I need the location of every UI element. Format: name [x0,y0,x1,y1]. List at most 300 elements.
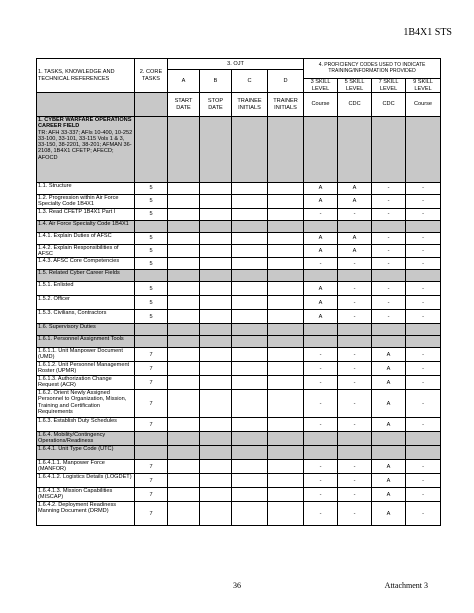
header-tasks: 1. TASKS, KNOWLEDGE AND TECHNICAL REFERENCES [37,59,135,93]
proficiency-cell: - [372,296,406,310]
task-label: 1.4.3. AFSC Core Competencies [38,258,120,265]
ojt-cell [232,376,268,390]
task-label: 1.6.4.1.3. Mission Capabilities (MISCAP) [38,488,113,501]
ojt-cell [200,296,232,310]
task-label: 1. CYBER WARFARE OPERATIONS CAREER FIELD [38,117,132,130]
task-cell [37,258,135,270]
task-cell [37,418,135,432]
core-task-cell [135,117,168,183]
proficiency-cell: - [406,474,441,488]
proficiency-cell [304,220,338,232]
proficiency-cell: - [406,183,441,195]
proficiency-cell [406,446,441,460]
proficiency-cell: - [338,474,372,488]
task-label: 1.6. Supervisory Duties [38,324,96,331]
proficiency-cell: - [406,310,441,324]
core-task-cell: 5 [135,310,168,324]
ojt-cell [268,195,304,209]
document-id: 1B4X1 STS [403,27,452,38]
ojt-cell [168,432,200,446]
ojt-cell [268,310,304,324]
ojt-cell [268,258,304,270]
ojt-cell [200,376,232,390]
ojt-cell [232,474,268,488]
proficiency-cell [338,336,372,348]
sts-table-wrapper [36,58,440,526]
ojt-cell [200,460,232,474]
core-task-cell: 5 [135,195,168,209]
core-task-cell: 5 [135,244,168,258]
ojt-cell [168,244,200,258]
ojt-cell [168,446,200,460]
proficiency-cell [338,324,372,336]
table-row [37,117,441,183]
proficiency-cell: - [338,296,372,310]
table-row [37,208,441,220]
task-cell [37,376,135,390]
proficiency-cell: - [338,502,372,526]
proficiency-cell: A [338,183,372,195]
core-task-cell: 7 [135,362,168,376]
ojt-cell [168,258,200,270]
core-task-cell: 7 [135,474,168,488]
ojt-cell [268,296,304,310]
ojt-cell [232,336,268,348]
proficiency-cell: - [406,488,441,502]
task-label: 1.6.1. Personnel Assignment Tools [38,336,124,343]
core-task-cell: 5 [135,232,168,244]
proficiency-cell: - [406,376,441,390]
sts-table [36,58,441,526]
ojt-trainer-initials: TRAINER INITIALS [268,93,304,117]
ojt-cell [200,310,232,324]
proficiency-cell: - [338,418,372,432]
ojt-cell [168,208,200,220]
proficiency-cell [338,220,372,232]
core-task-cell [135,446,168,460]
proficiency-cell: - [304,208,338,220]
ojt-cell [268,474,304,488]
ojt-cell [168,376,200,390]
header-blank [135,93,168,117]
ojt-letter-a: A [168,70,200,93]
proficiency-cell: - [406,502,441,526]
level-9-skill: 9 SKILL LEVEL [406,79,441,93]
level-5-skill: 5 SKILL LEVEL [338,79,372,93]
core-task-cell [135,220,168,232]
task-cell [37,310,135,324]
ojt-cell [168,232,200,244]
ojt-cell [268,390,304,418]
ojt-cell [200,282,232,296]
proficiency-cell: A [338,232,372,244]
task-cell [37,432,135,446]
ojt-cell [268,460,304,474]
proficiency-cell: - [338,488,372,502]
proficiency-cell: - [338,258,372,270]
proficiency-cell: - [304,502,338,526]
ojt-cell [232,220,268,232]
ojt-cell [200,258,232,270]
proficiency-cell: - [304,488,338,502]
ojt-cell [200,418,232,432]
ojt-cell [168,474,200,488]
proficiency-cell: - [304,390,338,418]
ojt-cell [268,324,304,336]
task-label: 1.6.4. Mobility/Contingency Operations/Readiness [38,432,106,445]
proficiency-cell [338,270,372,282]
proficiency-cell [406,336,441,348]
ojt-cell [200,446,232,460]
proficiency-cell: - [304,418,338,432]
task-reference: TR: AFH 33-337; AFIs 10-400, 10-252 33-100, 33-101, 33-115 Vols 1 & 3, 33-150, 38-2201, 38-201; AFMAN 36-2108, 1B4X1 CFETP; AFECD; AFOCD [38,129,133,161]
ojt-cell [232,488,268,502]
proficiency-cell: - [372,183,406,195]
proficiency-cell [304,270,338,282]
table-row [37,502,441,526]
ojt-cell [200,220,232,232]
table-row [37,270,441,282]
ojt-cell [168,390,200,418]
ojt-cell [168,195,200,209]
task-label: 1.6.4.1. Unit Type Code (UTC) [38,446,114,453]
task-label: 1.6.4.1.1. Manpower Force (MANFOR) [38,460,105,473]
task-rows [37,117,441,526]
core-task-cell: 7 [135,348,168,362]
ojt-cell [168,270,200,282]
proficiency-cell: - [372,282,406,296]
ojt-cell [200,183,232,195]
proficiency-cell: - [372,208,406,220]
proficiency-cell: - [338,390,372,418]
task-label: 1.3. Read CFETP 1B4X1 Part I [38,208,116,215]
task-cell [37,336,135,348]
ojt-trainee-initials: TRAINEE INITIALS [232,93,268,117]
table-row [37,390,441,418]
core-task-cell: 7 [135,502,168,526]
task-label: 1.2. Progression within Air Force Specialty Code 1B4X1 [38,195,119,208]
table-row [37,282,441,296]
ojt-cell [200,208,232,220]
ojt-cell [200,195,232,209]
task-cell [37,282,135,296]
task-cell [37,195,135,209]
ojt-cell [168,183,200,195]
table-row [37,488,441,502]
task-label: 1.4.1. Explain Duties of AFSC [38,232,112,239]
task-cell [37,460,135,474]
task-cell [37,270,135,282]
proficiency-cell: - [406,418,441,432]
proficiency-cell [304,446,338,460]
ojt-cell [232,282,268,296]
core-task-cell: 7 [135,418,168,432]
task-cell [37,244,135,258]
ojt-cell [168,460,200,474]
proficiency-cell [372,220,406,232]
table-row [37,183,441,195]
ojt-cell [268,270,304,282]
proficiency-cell: - [304,362,338,376]
ojt-cell [232,502,268,526]
level-type-5: CDC [338,93,372,117]
proficiency-cell [304,336,338,348]
ojt-letter-b: B [200,70,232,93]
proficiency-cell: - [372,195,406,209]
ojt-cell [268,232,304,244]
task-cell [37,232,135,244]
task-cell [37,324,135,336]
core-task-cell: 5 [135,282,168,296]
ojt-cell [168,296,200,310]
ojt-cell [268,376,304,390]
proficiency-cell: - [304,460,338,474]
ojt-cell [168,220,200,232]
task-cell [37,208,135,220]
table-row [37,336,441,348]
table-row [37,376,441,390]
proficiency-cell: - [372,310,406,324]
proficiency-cell: A [304,296,338,310]
task-cell [37,390,135,418]
proficiency-cell: - [304,376,338,390]
proficiency-cell: - [406,258,441,270]
ojt-stop-date: STOP DATE [200,93,232,117]
header-blank [37,93,135,117]
ojt-cell [268,418,304,432]
proficiency-cell [372,432,406,446]
table-row [37,310,441,324]
task-cell [37,502,135,526]
proficiency-cell: - [406,362,441,376]
table-row [37,348,441,362]
proficiency-cell: - [372,244,406,258]
ojt-cell [232,232,268,244]
proficiency-cell: A [304,310,338,324]
proficiency-cell: - [406,296,441,310]
ojt-cell [232,310,268,324]
ojt-cell [200,336,232,348]
proficiency-cell [406,432,441,446]
task-cell [37,488,135,502]
ojt-cell [268,208,304,220]
ojt-cell [268,362,304,376]
proficiency-cell: - [304,348,338,362]
proficiency-cell: A [372,348,406,362]
ojt-cell [200,362,232,376]
proficiency-cell [372,117,406,183]
proficiency-cell: A [304,244,338,258]
proficiency-cell: - [338,348,372,362]
ojt-letter-c: C [232,70,268,93]
ojt-cell [232,270,268,282]
level-7-skill: 7 SKILL LEVEL [372,79,406,93]
level-type-3: Course [304,93,338,117]
ojt-cell [168,502,200,526]
ojt-cell [200,117,232,183]
proficiency-cell: A [372,376,406,390]
task-label: 1.6.4.1.2. Logistics Details (LOGDET) [38,474,132,481]
proficiency-cell: - [372,258,406,270]
proficiency-cell: - [304,474,338,488]
proficiency-cell [338,117,372,183]
ojt-cell [232,348,268,362]
ojt-cell [268,432,304,446]
ojt-cell [232,324,268,336]
ojt-cell [200,390,232,418]
proficiency-cell [372,336,406,348]
ojt-cell [168,324,200,336]
header-ojt: 3. OJT [168,59,304,70]
proficiency-cell: - [338,282,372,296]
ojt-cell [232,208,268,220]
core-task-cell: 5 [135,208,168,220]
proficiency-cell: A [304,183,338,195]
ojt-cell [268,183,304,195]
core-task-cell: 5 [135,258,168,270]
proficiency-cell: - [406,460,441,474]
proficiency-cell [372,446,406,460]
task-cell [37,446,135,460]
ojt-cell [168,362,200,376]
task-label: 1.4. Air Force Specialty Code 1B4X1 [38,220,129,227]
ojt-cell [268,117,304,183]
proficiency-cell: - [406,232,441,244]
proficiency-cell [338,446,372,460]
ojt-cell [200,488,232,502]
proficiency-cell: A [338,195,372,209]
page-number: 36 [233,581,241,590]
core-task-cell [135,324,168,336]
ojt-cell [232,183,268,195]
ojt-letter-d: D [268,70,304,93]
core-task-cell [135,432,168,446]
task-cell [37,348,135,362]
table-row [37,258,441,270]
table-row [37,195,441,209]
header-core-tasks: 2. CORE TASKS [135,59,168,93]
proficiency-cell [304,117,338,183]
ojt-cell [232,195,268,209]
proficiency-cell: A [372,418,406,432]
proficiency-cell [406,270,441,282]
proficiency-cell: - [406,348,441,362]
ojt-cell [232,244,268,258]
ojt-cell [200,432,232,446]
task-label: 1.5.1. Enlisted [38,282,74,289]
ojt-cell [200,502,232,526]
table-row [37,460,441,474]
ojt-cell [268,348,304,362]
proficiency-cell [304,432,338,446]
table-row [37,432,441,446]
proficiency-cell [372,270,406,282]
proficiency-cell: - [338,310,372,324]
task-label: 1.6.1.3. Authorization Change Request (ACR) [38,376,112,389]
core-task-cell [135,336,168,348]
ojt-cell [232,460,268,474]
core-task-cell: 7 [135,488,168,502]
table-row [37,474,441,488]
core-task-cell: 7 [135,376,168,390]
level-type-9: Course [406,93,441,117]
ojt-cell [200,270,232,282]
ojt-cell [268,244,304,258]
ojt-cell [168,310,200,324]
task-cell [37,296,135,310]
proficiency-cell [406,324,441,336]
task-label: 1.6.1.2. Unit Personnel Management Roster (UPMR) [38,362,130,375]
ojt-cell [268,282,304,296]
proficiency-cell: A [304,232,338,244]
table-row [37,232,441,244]
ojt-cell [168,348,200,362]
core-task-cell: 5 [135,183,168,195]
table-row [37,296,441,310]
ojt-cell [200,324,232,336]
ojt-cell [232,446,268,460]
proficiency-cell: - [406,195,441,209]
ojt-cell [232,390,268,418]
proficiency-cell [304,324,338,336]
task-cell [37,183,135,195]
ojt-cell [200,244,232,258]
ojt-cell [268,446,304,460]
proficiency-cell: - [406,282,441,296]
ojt-start-date: START DATE [168,93,200,117]
proficiency-cell: A [338,244,372,258]
ojt-cell [268,488,304,502]
proficiency-cell: - [372,232,406,244]
table-row [37,244,441,258]
level-3-skill: 3 SKILL LEVEL [304,79,338,93]
header-proficiency: 4. PROFICIENCY CODES USED TO INDICATE TRAINING/INFORMATION PROVIDED [304,59,441,79]
core-task-cell: 5 [135,296,168,310]
task-label: 1.5.3. Civilians, Contractors [38,310,107,317]
table-row [37,446,441,460]
core-task-cell: 7 [135,390,168,418]
proficiency-cell: - [338,376,372,390]
proficiency-cell [372,324,406,336]
attachment-label: Attachment 3 [384,581,428,590]
ojt-cell [232,296,268,310]
task-label: 1.5. Related Cyber Career Fields [38,270,120,277]
proficiency-cell: A [372,474,406,488]
ojt-cell [232,258,268,270]
proficiency-cell: - [406,390,441,418]
task-cell [37,117,135,183]
proficiency-cell: - [338,208,372,220]
proficiency-cell: - [406,244,441,258]
task-label: 1.6.4.2. Deployment Readiness Manning Document (DRMD) [38,502,117,515]
ojt-cell [200,474,232,488]
proficiency-cell: - [304,258,338,270]
proficiency-cell: A [372,362,406,376]
proficiency-cell: A [304,195,338,209]
level-type-7: CDC [372,93,406,117]
ojt-cell [232,117,268,183]
ojt-cell [168,418,200,432]
task-label: 1.5.2. Officer [38,296,70,303]
ojt-cell [168,282,200,296]
core-task-cell [135,270,168,282]
proficiency-cell: A [372,502,406,526]
table-row [37,324,441,336]
table-row [37,220,441,232]
ojt-cell [232,362,268,376]
ojt-cell [200,232,232,244]
task-label: 1.1. Structure [38,183,72,189]
